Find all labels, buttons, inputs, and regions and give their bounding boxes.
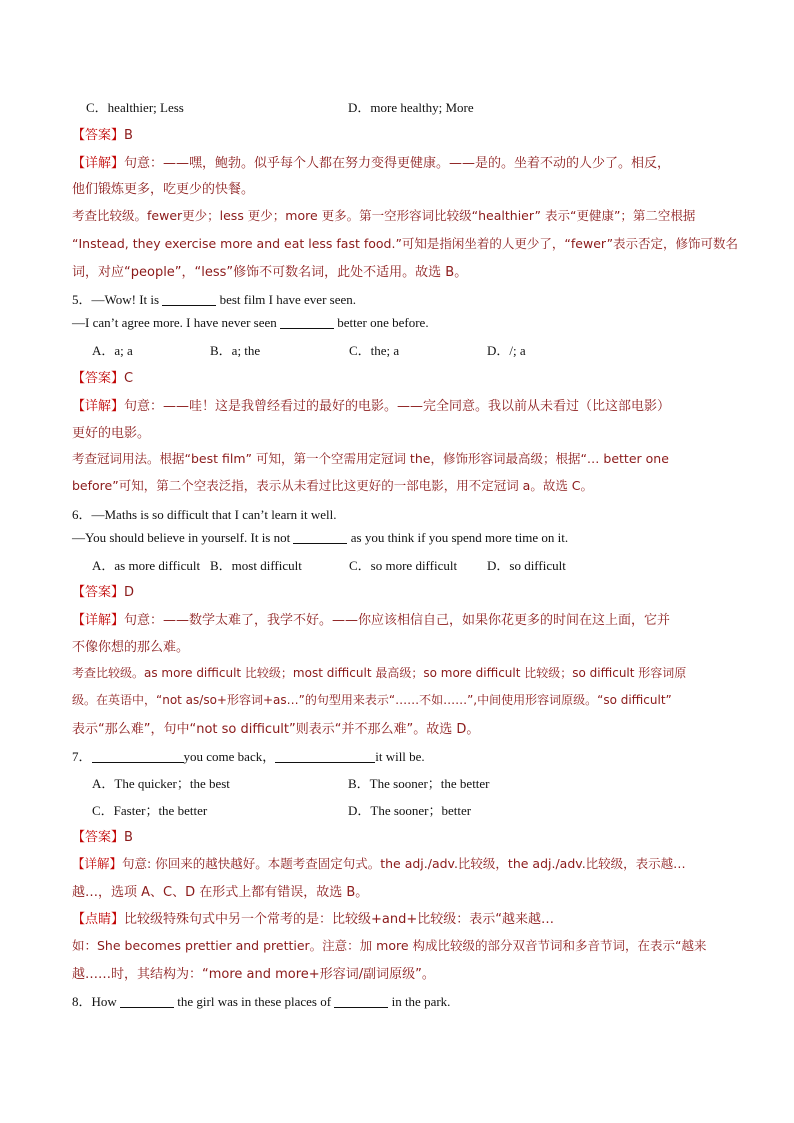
answer-blank — [162, 293, 216, 306]
q5-option-d: D．/; a — [487, 343, 526, 358]
detail-tag: 【详解】 — [72, 156, 125, 171]
q6-option-d: D．so difficult — [487, 558, 566, 573]
answer-blank — [120, 995, 174, 1008]
q7-tip-line-3: 越……时，其结构为：“more and more+形容词/副词原级”。 — [72, 967, 435, 982]
q4-detail-line-5: 词，对应“people”，“less”修饰不可数名词，此处不适用。故选 B。 — [72, 265, 468, 280]
answer-blank — [334, 995, 388, 1008]
answer-blank — [92, 750, 184, 763]
answer-tag: 【答案】 — [72, 128, 125, 143]
q7-tip-line-1: 【点睛】比较级特殊句式中另一个常考的是：比较级+and+比较级：表示“越来越… — [72, 912, 554, 927]
answer-value: B — [124, 128, 133, 143]
q6-option-b: B．most difficult — [210, 558, 302, 573]
q4-detail-line-2: 他们锻炼更多，吃更少的快餐。 — [72, 182, 255, 197]
q7-answer: 【答案】B — [72, 830, 133, 845]
q6-detail-line-3: 考查比较级。as more difficult 比较级；most difficult 最高级；so more difficult 比较级；so difficult 形容词原 — [72, 666, 687, 680]
q5-option-b: B．a; the — [210, 343, 261, 358]
tip-tag: 【点睛】 — [72, 912, 125, 927]
q4-detail-line-4: “Instead, they exercise more and eat less fast food.”可知是指闲坐着的人更少了，“fewer”表示否定，修饰可数名 — [72, 236, 739, 251]
answer-blank — [275, 750, 375, 763]
q4-answer — [72, 124, 133, 143]
q5-option-a: A．a; a — [92, 343, 133, 358]
q5-answer: 【答案】C — [72, 371, 134, 386]
q4-option-c: C．healthier; Less — [86, 100, 184, 115]
q7-tip-line-2: 如：She becomes prettier and prettier。注意：加 more 构成比较级的部分双音节词和多音节词，在表示“越来 — [72, 938, 707, 953]
q5-detail-line-1: 【详解】句意：——哇！这是我曾经看过的最好的电影。——完全同意。我以前从未看过（比这部电影） — [72, 399, 671, 414]
q6-detail-line-1: 【详解】句意：——数学太难了，我学不好。——你应该相信自己，如果你花更多的时间在这上面，它并 — [72, 613, 671, 628]
q6-detail-line-5: 表示“那么难”，句中“not so difficult”则表示“并不那么难”。故选 D。 — [72, 722, 480, 737]
q6-option-a: A．as more difficult — [92, 558, 201, 573]
q7-option-a: A．The quicker；the best — [92, 776, 230, 791]
q6-stem-line-1: 6．—Maths is so difficult that I can’t learn it well. — [72, 507, 337, 522]
q5-stem-line-2: —I can’t agree more. I have never seen better one before. — [72, 315, 429, 330]
q6-detail-line-2: 不像你想的那么难。 — [72, 640, 190, 655]
q7-detail-line-2: 越…，选项 A、C、D 在形式上都有错误，故选 B。 — [72, 885, 369, 900]
q7-option-b: B．The sooner；the better — [348, 776, 490, 791]
q5-detail-line-3: 考查冠词用法。根据“best film” 可知，第一个空需用定冠词 the，修饰形容词最高级；根据“… better one — [72, 451, 669, 466]
q6-detail-line-4: 级。在英语中，“not as/so+形容词+as…”的句型用来表示“……不如……”,中间使用形容词原级。“so difficult” — [72, 693, 672, 707]
answer-blank — [293, 531, 347, 544]
q7-detail-line-1: 【详解】句意: 你回来的越快越好。本题考查固定句式。the adj./adv.比较级，the adj./adv.比较级，表示越… — [72, 856, 686, 871]
q8-stem: 8．How the girl was in these places of in the park. — [72, 994, 451, 1009]
answer-blank — [280, 316, 334, 329]
q7-option-d: D．The sooner；better — [348, 803, 472, 818]
q5-detail-line-2: 更好的电影。 — [72, 426, 151, 441]
q4-option-d: D．more healthy; More — [348, 100, 474, 115]
q6-option-c: C．so more difficult — [349, 558, 458, 573]
q7-option-c: C．Faster；the better — [92, 803, 208, 818]
q4-detail-line-3: 考查比较级。fewer更少；less 更少；more 更多。第一空形容词比较级“healthier” 表示“更健康”；第二空根据 — [72, 208, 696, 223]
q6-stem-line-2: —You should believe in yourself. It is not as you think if you spend more time on it. — [72, 530, 569, 545]
q5-detail-line-4: before”可知，第二个空表泛指，表示从未看过比这更好的一部电影，用不定冠词 a。故选 C。 — [72, 478, 594, 493]
q7-stem: 7． you come back， it will be. — [72, 749, 425, 764]
q4-detail-line-1: 【详解】句意：——嘿，鲍勃。似乎每个人都在努力变得更健康。——是的。坐着不动的人少了。相反， — [72, 156, 671, 171]
q6-answer: 【答案】D — [72, 585, 135, 600]
q5-option-c: C．the; a — [349, 343, 400, 358]
q5-stem-line-1: 5．—Wow! It is best film I have ever seen. — [72, 292, 357, 307]
